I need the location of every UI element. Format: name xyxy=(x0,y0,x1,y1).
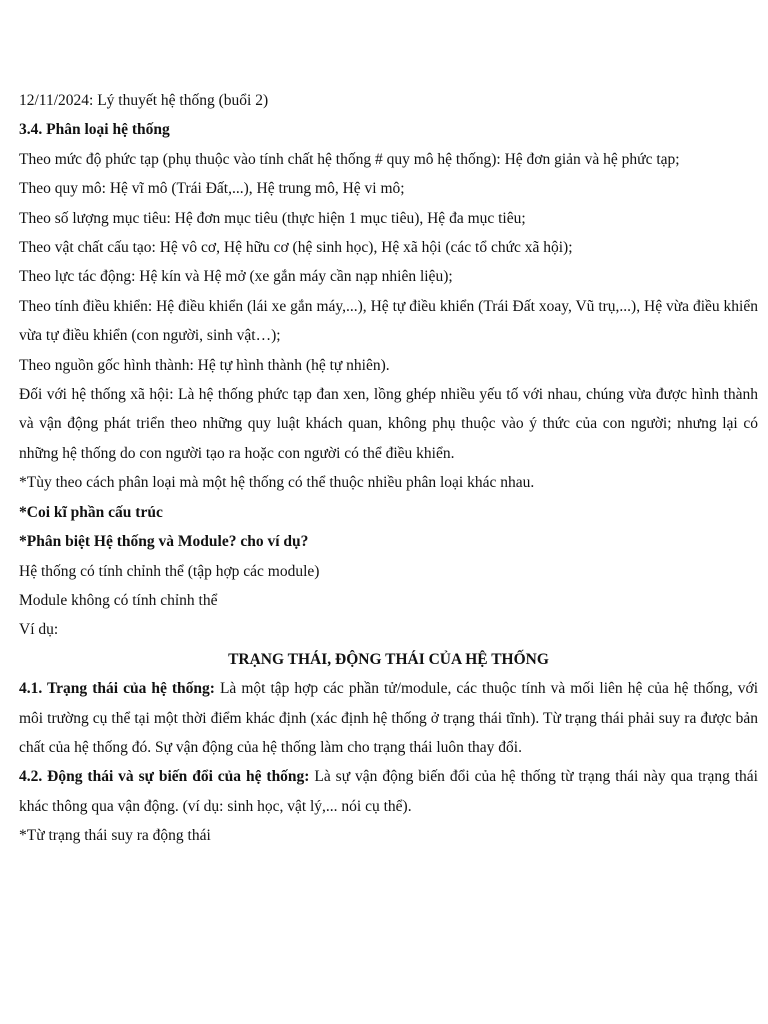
chapter-title: TRẠNG THÁI, ĐỘNG THÁI CỦA HỆ THỐNG xyxy=(228,650,549,668)
classification-item-complexity: Theo mức độ phức tạp (phụ thuộc vào tính chất hệ thống # quy mô hệ thống): Hệ đơn giản và hệ phức tạp; xyxy=(19,150,680,168)
section-4-1-paragraph xyxy=(19,674,758,762)
question-line: *Phân biệt Hệ thống và Module? cho ví dụ? xyxy=(19,533,309,551)
section-4-2-heading: 4.2. Động thái và sự biến đổi của hệ thống: xyxy=(19,768,310,786)
classification-item-control: Theo tính điều khiển: Hệ điều khiển (lái xe gắn máy,...), Hệ tự điều khiển (Trái Đất xoay, Vũ trụ,...), Hệ vừa điều khiển vừa tự điều khiển (con người, sinh vật…); xyxy=(19,297,758,345)
classification-item-scale: Theo quy mô: Hệ vĩ mô (Trái Đất,...), Hệ trung mô, Hệ vi mô; xyxy=(19,180,405,198)
review-structure-note: *Coi kĩ phần cấu trúc xyxy=(19,503,163,521)
answer-line-module: Module không có tính chỉnh thể xyxy=(19,591,218,609)
social-system-paragraph: Đối với hệ thống xã hội: Là hệ thống phức tạp đan xen, lồng ghép nhiều yếu tố với nhau, chúng vừa được hình thành và vận động phát triển theo những quy luật khách quan, không phụ thuộc vào ý thức của con người; nhưng lại có những hệ thống do con người tạo ra hoặc con người có thể điều khiển. xyxy=(19,386,758,462)
section-4-2-paragraph xyxy=(19,762,758,821)
classification-item-material: Theo vật chất cấu tạo: Hệ vô cơ, Hệ hữu cơ (hệ sinh học), Hệ xã hội (các tổ chức xã hội); xyxy=(19,239,573,257)
section-3-4-heading: 3.4. Phân loại hệ thống xyxy=(19,121,170,139)
classification-item-origin: Theo nguồn gốc hình thành: Hệ tự hình thành (hệ tự nhiên). xyxy=(19,356,390,374)
section-4-1-heading: 4.1. Trạng thái của hệ thống: xyxy=(19,680,215,698)
classification-item-objectives: Theo số lượng mục tiêu: Hệ đơn mục tiêu (thực hiện 1 mục tiêu), Hệ đa mục tiêu; xyxy=(19,209,526,227)
date-line: 12/11/2024: Lý thuyết hệ thống (buổi 2) xyxy=(19,92,269,109)
final-note: *Từ trạng thái suy ra động thái xyxy=(19,827,211,845)
classification-list xyxy=(19,145,758,380)
answer-line-example: Ví dụ: xyxy=(19,621,59,639)
section-4-1-body: Là một tập hợp các phần tử/module, các thuộc tính và mối liên hệ của hệ thống, với môi trường cụ thể tại một thời điểm khác định (xác định hệ thống ở trạng thái tĩnh). Từ trạng thái phải suy ra được bản chất của hệ thống đó. Sự vận động của hệ thống làm cho trạng thái luôn thay đổi. xyxy=(19,680,758,756)
answer-line-system: Hệ thống có tính chỉnh thể (tập hợp các module) xyxy=(19,562,320,580)
classification-item-force: Theo lực tác động: Hệ kín và Hệ mở (xe gắn máy cần nạp nhiên liệu); xyxy=(19,268,453,286)
classification-note: *Tùy theo cách phân loại mà một hệ thống có thể thuộc nhiều phân loại khác nhau. xyxy=(19,474,535,492)
section-4-2-body: Là sự vận động biến đổi của hệ thống từ trạng thái này qua trạng thái khác thông qua vận động. (ví dụ: sinh học, vật lý,... nói cụ thể). xyxy=(19,768,758,815)
